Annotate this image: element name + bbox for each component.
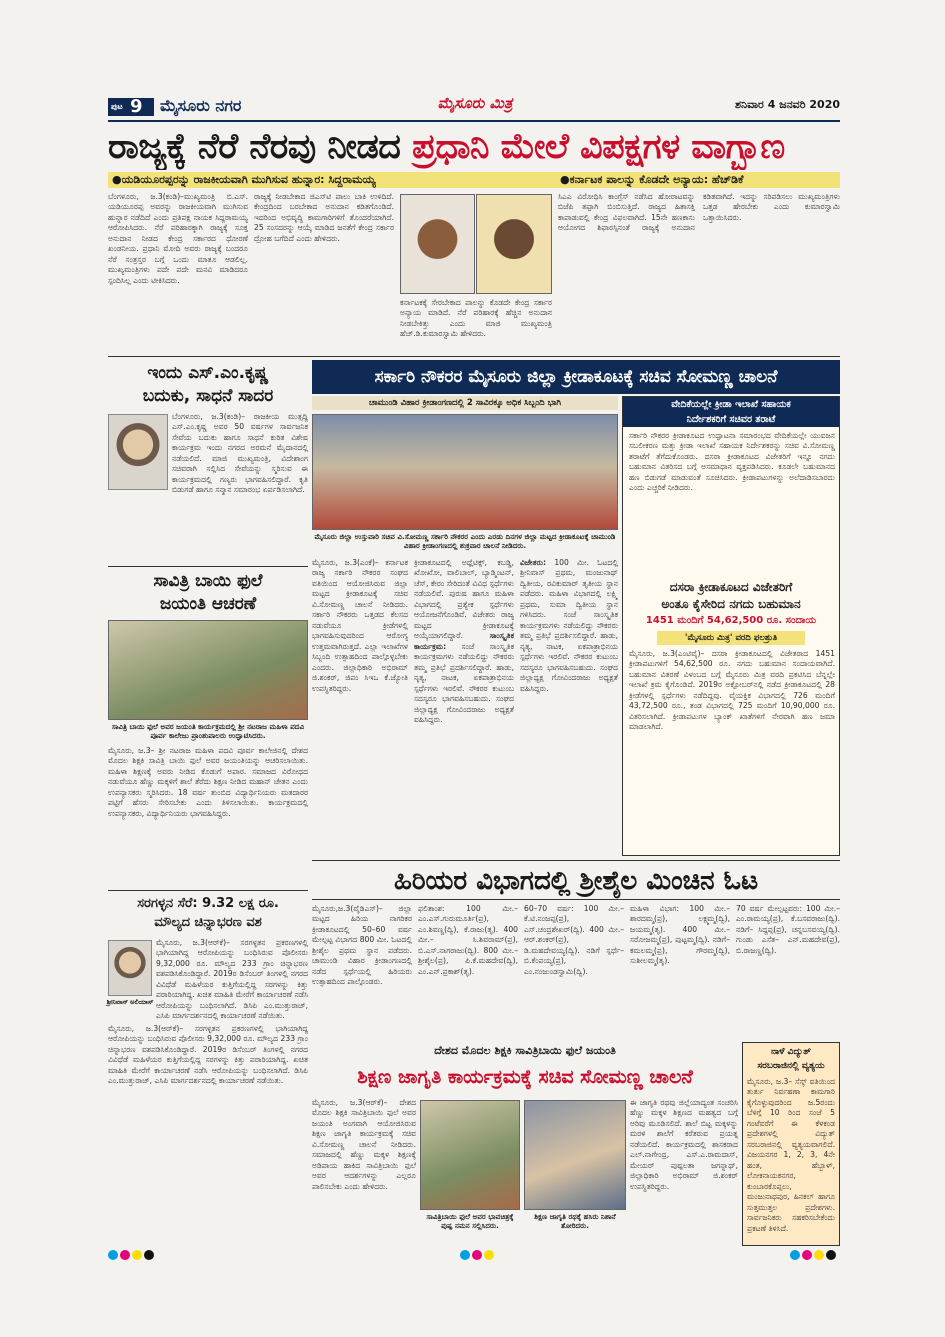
smk-rule [108,566,308,567]
srishaila-col2: ಫಲಿತಾಂಶ: 100 ಮೀ.– ಎಂ.ಎಸ್.ಗುರುಮೂರ್ತಿ(ಪ್ರ), ಎಂ.ಶಿವಣ್ಣ(ದ್ವಿ), ಕೆ.ರಾಜು(ತೃ). 400 ಮೀ.– ಸಿ.ಶಿವರಾಮ್(ಪ್ರ), ಬಿ.ಎಸ್.ನಾಗರಾಜು(ದ್ವಿ). 800 ಮೀ.– ಶ್ರೀಶೈಲ(ಪ್ರ), ಪಿ.ಕೆ.ಮಹದೇವ(ದ್ವಿ), ಎಂ.ಎನ್.ಪ್ರಕಾಶ್(ತೃ). [418,904,518,976]
sports-sub-label: ಸಾಂಸ್ಕೃತಿಕ ಕಾರ್ಯಕ್ರಮ: [414,631,514,651]
sports-body-3-cont: ಸಂಜೆ ಸಾಂಸ್ಕೃತಿಕ ಕಾರ್ಯಕ್ರಮಗಳು ನಡೆಯಲಿದ್ದು ನೌಕರರು ತಮ್ಮ ಪ್ರತಿಭೆ ಪ್ರದರ್ಶಿಸಲಿದ್ದಾರೆ. ಹಾಡು, ನೃತ್ಯ, ನಾಟಕ, ಏಕಪಾತ್ರಾಭಿನಯ ಸ್ಪರ್ಧೆಗಳು ಇರಲಿವೆ. ನೌಕರರ ಕುಟುಂಬ ಸದಸ್ಯರೂ ಭಾಗವಹಿಸಬಹುದು. ಸಂಘದ ಜಿಲ್ಲಾಧ್ಯಕ್ಷ ಗೋವಿಂದರಾಜು ಅಧ್ಯಕ್ಷತೆ ವಹಿಸಿದ್ದರು. [520,610,618,693]
theft-headline [108,894,308,934]
savitri2-headline: ಶಿಕ್ಷಣ ಜಾಗೃತಿ ಕಾರ್ಯಕ್ರಮಕ್ಕೆ ಸಚಿವ ಸೋಮಣ್ಣ ಚಾಲನೆ [357,1066,693,1088]
savitri1-headline-line1: ಸಾವಿತ್ರಿ ಬಾಯಿ ಫುಲೆ [153,571,263,591]
registration-mark [132,1250,142,1260]
registration-mark [790,1250,800,1260]
lead-body-col2: ರಾಜ್ಯಕ್ಕೆ ನೀಡಬೇಕಾದ ಜಿಎಸ್‌ಟಿ ಪಾಲು ಬಾಕಿ ಉಳಿದಿದೆ. ಕೇಂದ್ರದಿಂದ ಬರಬೇಕಾದ ಅನುದಾನ ಕಡಿತಗೊಂಡಿದೆ. ಇದರಿಂದ ಅಭಿವೃದ್ಧಿ ಕಾಮಗಾರಿಗಳಿಗೆ ತೊಂದರೆಯಾಗಿದೆ. 25 ಸಂಸದರನ್ನು ಆಯ್ಕೆ ಮಾಡಿದ ಜನತೆಗೆ ಕೇಂದ್ರ ಸರ್ಕಾರ ದ್ರೋಹ ಬಗೆದಿದೆ ಎಂದು ಹೇಳಿದರು. [254,192,394,243]
lead-headline-red: ಪ್ರಧಾನಿ ಮೇಲೆ ವಿಪಕ್ಷಗಳ ವಾಗ್ಬಾಣ [412,127,785,167]
smk-body: ಬೆಂಗಳೂರು, ಜ.3(ಕಂಡಿ)– ರಾಜಕೀಯ ಮುತ್ಸದ್ದಿ ಎಸ್.ಎಂ.ಕೃಷ್ಣ ಅವರ 50 ವರ್ಷಗಳ ಸಾರ್ವಜನಿಕ ಸೇವೆಯ ಬದುಕು ಹಾಗೂ ಸಾಧನೆ ಕುರಿತ ವಿಶೇಷ ಕಾರ್ಯಕ್ರಮ ಇಂದು ನಗರದ ಅರಮನೆ ಮೈದಾನದಲ್ಲಿ ನಡೆಯಲಿದೆ. ಮಾಜಿ ಮುಖ್ಯಮಂತ್ರಿ, ವಿದೇಶಾಂಗ ಸಚಿವರಾಗಿ ಸಲ್ಲಿಸಿದ ಸೇವೆಯನ್ನು ಸ್ಮರಿಸುವ ಈ ಕಾರ್ಯಕ್ರಮದಲ್ಲಿ ಗಣ್ಯರು ಭಾಗವಹಿಸಲಿದ್ದಾರೆ. ಕೃತಿ ಬಿಡುಗಡೆ ಹಾಗೂ ಸನ್ಮಾನ ಸಮಾರಂಭ ಏರ್ಪಡಿಸಲಾಗಿದೆ. [172,412,308,495]
strap-left: ●ಯಡಿಯೂರಪ್ಪರನ್ನು ರಾಜಕೀಯವಾಗಿ ಮುಗಿಸುವ ಹುನ್ನಾರ: ಸಿದ್ದರಾಮಯ್ಯ [112,173,376,186]
lead-photo-siddaramaiah [400,194,475,294]
savitri1-headline [108,570,308,618]
theft-accused-photo [108,940,152,996]
smk-portrait [108,414,168,490]
lead-headline [108,124,840,170]
savitri1-caption: ಸಾವಿತ್ರಿ ಬಾಯಿ ಫುಲೆ ಅವರ ಜಯಂತಿ ಕಾರ್ಯಕ್ರಮದಲ್ಲಿ ಶ್ರೀ ನಟರಾಜ ಮಹಿಳಾ ಪದವಿ ಪೂರ್ವ ಕಾಲೇಜು ಪ್ರಾಂಶುಪಾಲರು ಉದ್ಘಾಟಿಸಿದರು. [111,722,305,741]
theft-photo-caption: ಶ್ರೀನಿವಾಸ್ ಅಲಿಯಾಸ್ [106,998,154,1006]
theft-body: ಮೈಸೂರು, ಜ.3(ಆರ್‌ಕೆ)– ಸರಗಳ್ಳತನ ಪ್ರಕರಣಗಳಲ್ಲಿ ಭಾಗಿಯಾಗಿದ್ದ ಆರೋಪಿಯನ್ನು ಬಂಧಿಸಿರುವ ಪೊಲೀಸರು 9,32,000 ರೂ. ಮೌಲ್ಯದ 233 ಗ್ರಾಂ ಚಿನ್ನಾಭರಣ ವಶಪಡಿಸಿಕೊಂಡಿದ್ದಾರೆ. 2019ರ ಡಿಸೆಂಬರ್ ತಿಂಗಳಲ್ಲಿ ನಗರದ ವಿವಿಧೆಡೆ ಮಹಿಳೆಯರ ಕುತ್ತಿಗೆಯಲ್ಲಿದ್ದ ಸರಗಳನ್ನು ಕಿತ್ತು ಪರಾರಿಯಾಗಿದ್ದ. ಖಚಿತ ಮಾಹಿತಿ ಮೇರೆಗೆ ಕಾರ್ಯಾಚರಣೆ ನಡೆಸಿ ಆರೋಪಿಯನ್ನು ಬಂಧಿಸಲಾಗಿದೆ. ಡಿಸಿಪಿ ಎಂ.ಮುತ್ತುರಾಜ್, ಎಸಿಪಿ ಮಾರ್ಗದರ್ಶನದಲ್ಲಿ ಕಾರ್ಯಾಚರಣೆ ನಡೆಯಿತು. [156,938,308,1021]
srishaila-col5: 70 ವರ್ಷ ಮೇಲ್ಪಟ್ಟವರು: 100 ಮೀ.– ಎಂ.ರಾಮಯ್ಯ(ಪ್ರ), ಕೆ.ಬಸವರಾಜು(ದ್ವಿ). ನಡಿಗೆ– ಸಿದ್ದಪ್ಪ(ಪ್ರ), ಚನ್ನಬಸವಯ್ಯ(ದ್ವಿ). ಗುಂಡು ಎಸೆತ– ಎನ್.ಮಹದೇವ(ಪ್ರ), ಬಿ.ರಾಜಣ್ಣ(ದ್ವಿ). [736,904,840,955]
header-divider [108,120,840,122]
lead-photo-caption: ಕರ್ನಾಟಕಕ್ಕೆ ಸೇರಬೇಕಾದ ಪಾಲನ್ನು ಕೊಡದೇ ಕೇಂದ್ರ ಸರ್ಕಾರ ಅನ್ಯಾಯ ಮಾಡಿದೆ. ನೆರೆ ಪರಿಹಾರಕ್ಕೆ ಹೆಚ್ಚಿನ ಅನುದಾನ ನೀಡಬೇಕಿತ್ತು ಎಂದು ಮಾಜಿ ಮುಖ್ಯಮಂತ್ರಿ ಹೆಚ್.ಡಿ.ಕುಮಾರಸ್ವಾಮಿ ಹೇಳಿದರು. [400,298,552,339]
srishaila-col4: ಮಹಿಳಾ ವಿಭಾಗ: 100 ಮೀ.– ಶಾರದಮ್ಮ(ಪ್ರ), ಲಕ್ಷ್ಮಮ್ಮ(ದ್ವಿ), ಜಯಮ್ಮ(ತೃ). 400 ಮೀ.– ಸರೋಜಮ್ಮ(ಪ್ರ), ಪುಟ್ಟಮ್ಮ(ದ್ವಿ). ನಡಿಗೆ– ಕಮಲಮ್ಮ(ಪ್ರ), ಗೌರಮ್ಮ(ದ್ವಿ), ಸುಶೀಲಮ್ಮ(ತೃ). [630,904,730,966]
savitri2-photo-1 [420,1100,520,1210]
masthead-logo: ಮೈಸೂರು ಮಿತ್ರ [437,94,513,112]
smk-headline-line2: ಬದುಕು, ಸಾಧನೆ ಸಾದರ [142,386,274,406]
lead-body-col1: ಬೆಂಗಳೂರು, ಜ.3(ಕಂಡಿ)–ಮುಖ್ಯಮಂತ್ರಿ ಬಿ.ಎಸ್. ಯಡಿಯೂರಪ್ಪ ಅವರನ್ನು ರಾಜಕೀಯವಾಗಿ ಮುಗಿಸುವ ಹುನ್ನಾರ ನಡೆದಿದೆ ಎಂದು ಪ್ರತಿಪಕ್ಷ ನಾಯಕ ಸಿದ್ದರಾಮಯ್ಯ ಆರೋಪಿಸಿದರು. ನೆರೆ ಪರಿಹಾರಕ್ಕಾಗಿ ರಾಜ್ಯಕ್ಕೆ ಸೂಕ್ತ ಅನುದಾನ ನೀಡದ ಕೇಂದ್ರ ಸರ್ಕಾರದ ಧೋರಣೆ ಖಂಡನೀಯ. ಪ್ರಧಾನಿ ಮೋದಿ ಅವರು ರಾಜ್ಯಕ್ಕೆ ಬಂದರೂ ನೆರೆ ಸಂತ್ರಸ್ತರ ಬಗ್ಗೆ ಒಂದು ಮಾತೂ ಆಡಲಿಲ್ಲ. ಮುಖ್ಯಮಂತ್ರಿಗಳು ಪದೇ ಪದೇ ಮನವಿ ಮಾಡಿದರೂ ಸ್ಪಂದಿಸಿಲ್ಲ ಎಂದು ಟೀಕಿಸಿದರು. [108,192,248,285]
srishaila-col1: ಮೈಸೂರು,ಜ.3(ವೈಡಿಎಸ್)– ಜಿಲ್ಲಾ ಮಟ್ಟದ ಹಿರಿಯ ನಾಗರಿಕರ ಕ್ರೀಡಾಕೂಟದಲ್ಲಿ 50–60 ವರ್ಷ ಮೇಲ್ಪಟ್ಟ ವಿಭಾಗದ 800 ಮೀ. ಓಟದಲ್ಲಿ ಶ್ರೀಶೈಲ ಪ್ರಥಮ ಸ್ಥಾನ ಪಡೆದರು. ಚಾಮುಂಡಿ ವಿಹಾರ ಕ್ರೀಡಾಂಗಣದಲ್ಲಿ ನಡೆದ ಸ್ಪರ್ಧೆಯಲ್ಲಿ ಹಿರಿಯರು ಉತ್ಸಾಹದಿಂದ ಪಾಲ್ಗೊಂಡರು. [312,904,412,987]
dasara-title-line2: ನಿರ್ದೇಶಕರಿಗೆ ಸಚಿವರ ತರಾಟೆ [686,414,776,425]
registration-mark [144,1250,154,1260]
smk-headline-line1: ಇಂದು ಎಸ್.ಎಂ.ಕೃಷ್ಣ [147,363,269,383]
registration-mark [472,1250,482,1260]
sports-body-4: 100 ಮೀ. ಓಟದಲ್ಲಿ ಶ್ರೀನಿವಾಸ್ ಪ್ರಥಮ, ಮಂಜುನಾಥ್ ದ್ವಿತೀಯ, ರವಿಕುಮಾರ್ ತೃತೀಯ ಸ್ಥಾನ ಪಡೆದರು. ಮಹಿಳಾ ವಿಭಾಗದಲ್ಲಿ ಲಕ್ಷ್ಮಿ ಪ್ರಥಮ, ಸುಮಾ ದ್ವಿತೀಯ ಸ್ಥಾನ ಗಳಿಸಿದರು. [520,558,618,620]
srishaila-headline: ಹಿರಿಯರ ವಿಭಾಗದಲ್ಲಿ ಶ್ರೀಶೈಲ ಮಿಂಚಿನ ಓಟ [312,860,840,900]
page-label: ಪುಟ [111,102,123,111]
sports-main-photo [312,414,618,530]
sports-body-col2 [414,558,514,854]
theft-headline-line1: ಸರಗಳ್ಳನ ಸೆರೆ: 9.32 ಲಕ್ಷ ರೂ. [137,896,279,911]
power-title-line1: ನಾಳೆ ವಿದ್ಯುತ್ [771,1047,811,1057]
power-box [742,1042,840,1246]
page-number-box [108,98,154,116]
savitri1-headline-line2: ಜಯಂತಿ ಆಚರಣೆ [159,594,257,614]
savitri2-body-2: ಈ ಜಾಗೃತಿ ರಥವು ಜಿಲ್ಲೆಯಾದ್ಯಂತ ಸಂಚರಿಸಿ ಹೆಣ್ಣು ಮಕ್ಕಳ ಶಿಕ್ಷಣದ ಮಹತ್ವದ ಬಗ್ಗೆ ಅರಿವು ಮೂಡಿಸಲಿದೆ. ಶಾಲೆ ಬಿಟ್ಟ ಮಕ್ಕಳನ್ನು ಮರಳಿ ಶಾಲೆಗೆ ಕರೆತರುವ ಪ್ರಯತ್ನ ನಡೆಯಲಿದೆ. ಕಾರ್ಯಕ್ರಮದಲ್ಲಿ ಶಾಸಕರಾದ ಎಲ್.ನಾಗೇಂದ್ರ, ಎಸ್.ಎ.ರಾಮದಾಸ್, ಮೇಯರ್ ಪುಷ್ಪಲತಾ ಜಗನ್ನಾಥ್, ಜಿಲ್ಲಾಧಿಕಾರಿ ಅಭಿರಾಮ್ ಜಿ.ಶಂಕರ್ ಉಪಸ್ಥಿತರಿದ್ದರು. [630,1098,738,1191]
page-date: ಶನಿವಾರ 4 ಜನವರಿ 2020 [734,98,840,111]
savitri1-rule [108,890,308,891]
sports-sub-label-2: ವಿಜೇತರು: [520,558,546,567]
sports-photo-caption: ಮೈಸೂರು ಜಿಲ್ಲಾ ಉಸ್ತುವಾರಿ ಸಚಿವ ವಿ.ಸೋಮಣ್ಣ ಸರ್ಕಾರಿ ನೌಕರರ ಎಂದು ಎರಡು ದಿನಗಳ ಜಿಲ್ಲಾ ಮಟ್ಟದ ಕ್ರೀಡಾಕೂಟಕ್ಕೆ ಚಾಮುಂಡಿ ವಿಹಾರ ಕ್ರೀಡಾಂಗಣದಲ್ಲಿ ಶುಕ್ರವಾರ ಚಾಲನೆ ನೀಡಿದರು. [314,532,616,551]
lead-bottom-rule [108,356,840,357]
savitri2-photo-2 [524,1100,626,1210]
savitri2-kicker: ದೇಶದ ಮೊದಲ ಶಿಕ್ಷಕಿ ಸಾವಿತ್ರಿಬಾಯಿ ಫುಲೆ ಜಯಂತಿ [434,1044,616,1057]
sports-subhead: ಚಾಮುಂಡಿ ವಿಹಾರ ಕ್ರೀಡಾಂಗಣದಲ್ಲಿ 2 ಸಾವಿರಕ್ಕೂ ಅಧಿಕ ಸಿಬ್ಬಂದಿ ಭಾಗಿ [312,396,618,410]
page-number: 9 [130,98,143,116]
dasara-head [623,579,839,613]
strap-right: ●ಕರ್ನಾಟಕ ಪಾಲನ್ನು ಕೊಡದೇ ಅನ್ಯಾಯ: ಹೆಚ್‌ಡಿಕೆ [560,173,744,186]
savitri1-photo [108,620,308,720]
sports-headline: ಸರ್ಕಾರಿ ನೌಕರರ ಮೈಸೂರು ಜಿಲ್ಲಾ ಕ್ರೀಡಾಕೂಟಕ್ಕೆ ಸಚಿವ ಸೋಮಣ್ಣ ಚಾಲನೆ [312,360,840,394]
sports-body-col3 [520,558,618,854]
dasara-head-line1: ದಸರಾ ಕ್ರೀಡಾಕೂಟದ ವಿಜೇತರಿಗೆ [669,580,793,594]
dasara-title [623,397,839,427]
power-title-line2: ಸರಬರಾಜಿನಲ್ಲಿ ವ್ಯತ್ಯಯ [757,1061,825,1071]
sports-body-3: ಸಂಜೆ ಸಾಂಸ್ಕೃತಿಕ ಕಾರ್ಯಕ್ರಮಗಳು ನಡೆಯಲಿದ್ದು ನೌಕರರು ತಮ್ಮ ಪ್ರತಿಭೆ ಪ್ರದರ್ಶಿಸಲಿದ್ದಾರೆ. ಹಾಡು, ನೃತ್ಯ, ನಾಟಕ, ಏಕಪಾತ್ರಾಭಿನಯ ಸ್ಪರ್ಧೆಗಳು ಇರಲಿವೆ. ನೌಕರರ ಕುಟುಂಬ ಸದಸ್ಯರೂ ಭಾಗವಹಿಸಬಹುದು. ಸಂಘದ ಜಿಲ್ಲಾಧ್ಯಕ್ಷ ಗೋವಿಂದರಾಜು ಅಧ್ಯಕ್ಷತೆ ವಹಿಸಿದ್ದರು. [414,641,514,725]
registration-mark [460,1250,470,1260]
theft-body-cont [108,1024,308,1160]
registration-mark [826,1250,836,1260]
lead-strap [108,172,840,188]
savitri2-caption-2: ಶಿಕ್ಷಣ ಜಾಗೃತಿ ರಥಕ್ಕೆ ಹಸಿರು ನಿಶಾನೆ ತೋರಿದರು. [534,1212,616,1231]
dasara-box [622,396,840,856]
smk-headline [108,362,308,410]
lead-headline-black: ರಾಜ್ಯಕ್ಕೆ ನೆರೆ ನೆರವು ನೀಡದ [108,127,401,167]
dasara-head-line2: ಅಂತೂ ಕೈಸೇರಿದ ನಗದು ಬಹುಮಾನ [661,597,801,611]
savitri2-caption-1: ಸಾವಿತ್ರಿಬಾಯಿ ಫುಲೆ ಅವರ ಭಾವಚಿತ್ರಕ್ಕೆ ಪುಷ್ಪ ನಮನ ಸಲ್ಲಿಸಿದರು. [426,1212,514,1231]
theft-body-continued: ಮೈಸೂರು, ಜ.3(ಆರ್‌ಕೆ)– ಸರಗಳ್ಳತನ ಪ್ರಕರಣಗಳಲ್ಲಿ ಭಾಗಿಯಾಗಿದ್ದ ಆರೋಪಿಯನ್ನು ಬಂಧಿಸಿರುವ ಪೊಲೀಸರು 9,32,000 ರೂ. ಮೌಲ್ಯದ 233 ಗ್ರಾಂ ಚಿನ್ನಾಭರಣ ವಶಪಡಿಸಿಕೊಂಡಿದ್ದಾರೆ. 2019ರ ಡಿಸೆಂಬರ್ ತಿಂಗಳಲ್ಲಿ ನಗರದ ವಿವಿಧೆಡೆ ಮಹಿಳೆಯರ ಕುತ್ತಿಗೆಯಲ್ಲಿದ್ದ ಸರಗಳನ್ನು ಕಿತ್ತು ಪರಾರಿಯಾಗಿದ್ದ. ಖಚಿತ ಮಾಹಿತಿ ಮೇರೆಗೆ ಕಾರ್ಯಾಚರಣೆ ನಡೆಸಿ ಆರೋಪಿಯನ್ನು ಬಂಧಿಸಲಾಗಿದೆ. ಡಿಸಿಪಿ ಎಂ.ಮುತ್ತುರಾಜ್, ಎಸಿಪಿ ಮಾರ್ಗದರ್ಶನದಲ್ಲಿ ಕಾರ್ಯಾಚರಣೆ ನಡೆಯಿತು. [108,1024,308,1086]
section-name: ಮೈಸೂರು ನಗರ [160,96,242,115]
dasara-title-line1: ವೇದಿಕೆಯಲ್ಲೇ ಕ್ರೀಡಾ ಇಲಾಖೆ ಸಹಾಯಕ [671,399,791,410]
power-title [743,1045,839,1075]
srishaila-col3: 60–70 ವರ್ಷ: 100 ಮೀ.– ಕೆ.ಟಿ.ನಂಜಪ್ಪ(ಪ್ರ), ಎಸ್.ಚಂದ್ರಶೇಖರ್(ದ್ವಿ). 400 ಮೀ.– ಆರ್.ಶಂಕರ್(ಪ್ರ), ಡಿ.ಮಹದೇವಯ್ಯ(ದ್ವಿ). ನಡಿಗೆ ಸ್ಪರ್ಧೆ– ಬಿ.ಕೆಂಪಯ್ಯ(ಪ್ರ), ಎಂ.ನಂಜುಂಡಸ್ವಾಮಿ(ದ್ವಿ). [524,904,624,976]
registration-mark [802,1250,812,1260]
savitri1-body: ಮೈಸೂರು, ಜ.3– ಶ್ರೀ ನಟರಾಜ ಮಹಿಳಾ ಪದವಿ ಪೂರ್ವ ಕಾಲೇಜಿನಲ್ಲಿ ದೇಶದ ಮೊದಲ ಶಿಕ್ಷಕಿ ಸಾವಿತ್ರಿ ಬಾಯಿ ಫುಲೆ ಅವರ ಜಯಂತಿಯನ್ನು ಆಚರಿಸಲಾಯಿತು. ಮಹಿಳಾ ಶಿಕ್ಷಣಕ್ಕೆ ಅವರು ನೀಡಿದ ಕೊಡುಗೆ ಅಪಾರ. ಸಮಾಜದ ವಿರೋಧದ ನಡುವೆಯೂ ಹೆಣ್ಣು ಮಕ್ಕಳಿಗೆ ಶಾಲೆ ತೆರೆದು ಶಿಕ್ಷಣ ನೀಡಿದ ಮಹಾನ್ ಚೇತನ ಎಂದು ಉಪನ್ಯಾಸಕರು ಸ್ಮರಿಸಿದರು. 18 ವರ್ಷ ತುಂಬಿದ ವಿದ್ಯಾರ್ಥಿನಿಯರು ಮತದಾರರ ಪಟ್ಟಿಗೆ ಹೆಸರು ಸೇರಿಸಬೇಕು ಎಂದು ತಿಳಿಸಲಾಯಿತು. ಕಾರ್ಯಕ್ರಮದಲ್ಲಿ ಉಪನ್ಯಾಸಕರು, ವಿದ್ಯಾರ್ಥಿನಿಯರು ಭಾಗವಹಿಸಿದ್ದರು. [108,746,308,818]
dasara-impact: 'ಮೈಸೂರು ಮಿತ್ರ' ವರದಿ ಫಲಶ್ರುತಿ [657,631,805,645]
power-body: ಮೈಸೂರು, ಜ.3– ಸೆಸ್ಕ್ ವತಿಯಿಂದ ತುರ್ತು ನಿರ್ವಹಣಾ ಕಾಮಗಾರಿ ಕೈಗೊಳ್ಳುವುದರಿಂದ ಜ.5ರಂದು ಬೆಳಿಗ್ಗೆ 10 ರಿಂದ ಸಂಜೆ 5 ಗಂಟೆವರೆಗೆ ಈ ಕೆಳಕಂಡ ಪ್ರದೇಶಗಳಲ್ಲಿ ವಿದ್ಯುತ್ ಸರಬರಾಜಿನಲ್ಲಿ ವ್ಯತ್ಯಯವಾಗಲಿದೆ. ವಿಜಯನಗರ 1, 2, 3, 4ನೇ ಹಂತ, ಹೆಬ್ಬಾಳ್, ಲೋಕನಾಯಕನಗರ, ಕುಂಬಾರಕೊಪ್ಪಲು, ಮಂಜುನಾಥಪುರ, ಹಿನಕಲ್ ಹಾಗೂ ಸುತ್ತಮುತ್ತಲ ಪ್ರದೇಶಗಳು. ಸಾರ್ವಜನಿಕರು ಸಹಕರಿಸಬೇಕೆಂದು ಪ್ರಕಟಣೆ ತಿಳಿಸಿದೆ. [747,1077,835,1233]
dasara-body-2: ಮೈಸೂರು, ಜ.3(ಎಂಟಿವೈ)– ದಸರಾ ಕ್ರೀಡಾಕೂಟದಲ್ಲಿ ವಿಜೇತರಾದ 1451 ಕ್ರೀಡಾಪಟುಗಳಿಗೆ 54,62,500 ರೂ. ನಗದು ಬಹುಮಾನ ಸಂದಾಯವಾಗಿದೆ. ಬಹುಮಾನ ವಿತರಣೆ ವಿಳಂಬದ ಬಗ್ಗೆ ಮೈಸೂರು ಮಿತ್ರ ವರದಿ ಪ್ರಕಟಿಸಿದ ಬೆನ್ನಲ್ಲೇ ಇಲಾಖೆ ಕ್ರಮ ಕೈಗೊಂಡಿದೆ. 2019ರ ಅಕ್ಟೋಬರ್‌ನಲ್ಲಿ ನಡೆದ ಕ್ರೀಡಾಕೂಟದಲ್ಲಿ 28 ಕ್ರೀಡೆಗಳಲ್ಲಿ ಸ್ಪರ್ಧೆಗಳು ನಡೆದಿದ್ದವು. ವೈಯಕ್ತಿಕ ವಿಭಾಗದಲ್ಲಿ 726 ಮಂದಿಗೆ 43,72,500 ರೂ., ತಂಡ ವಿಭಾಗದಲ್ಲಿ 725 ಮಂದಿಗೆ 10,90,000 ರೂ. ವಿತರಿಸಲಾಗಿದೆ. ಕ್ರೀಡಾಪಟುಗಳ ಬ್ಯಾಂಕ್ ಖಾತೆಗಳಿಗೆ ನೇರವಾಗಿ ಹಣ ಜಮಾ ಮಾಡಲಾಗಿದೆ. [629,649,835,732]
registration-mark [814,1250,824,1260]
lead-photo-hdk [476,194,552,294]
theft-headline-line2: ಮೌಲ್ಯದ ಚಿನ್ನಾಭರಣ ವಶ [154,915,262,930]
lead-body-col3: ಸಿಎಎ ವಿರೋಧಿಸಿ ಕಾಂಗ್ರೆಸ್ ನಡೆಸಿದ ಹೋರಾಟವನ್ನು ಬಿಜೆಪಿ ತಪ್ಪಾಗಿ ಬಿಂಬಿಸುತ್ತಿದೆ. ರಾಜ್ಯದ ಹಿತಾಸಕ್ತಿ ಕಾಪಾಡುವಲ್ಲಿ ಕೇಂದ್ರ ವಿಫಲವಾಗಿದೆ. 15ನೇ ಹಣಕಾಸು ಆಯೋಗದ ಶಿಫಾರಸ್ಸಿನಂತೆ ರಾಜ್ಯಕ್ಕೆ ಅನುದಾನ ಕಡಿತವಾಗಿದೆ. ಇದನ್ನು ಸರಿಪಡಿಸಲು ಮುಖ್ಯಮಂತ್ರಿಗಳು ಒತ್ತಡ ಹೇರಬೇಕು ಎಂದು ಕುಮಾರಸ್ವಾಮಿ ಒತ್ತಾಯಿಸಿದರು. [558,192,840,233]
registration-mark [120,1250,130,1260]
registration-mark [484,1250,494,1260]
dasara-amount: 1451 ಮಂದಿಗೆ 54,62,500 ರೂ. ಸಂದಾಯ [645,615,817,626]
registration-mark [108,1250,118,1260]
sports-body-2: ಕ್ರೀಡಾಕೂಟದಲ್ಲಿ ಅಥ್ಲೆಟಿಕ್ಸ್, ಕಬಡ್ಡಿ, ಖೋಖೋ, ವಾಲಿಬಾಲ್, ಬ್ಯಾಡ್ಮಿಂಟನ್, ಚೆಸ್, ಕೇರಂ ಸೇರಿದಂತೆ ವಿವಿಧ ಸ್ಪರ್ಧೆಗಳು ನಡೆಯಲಿವೆ. ಪುರುಷ ಹಾಗೂ ಮಹಿಳಾ ವಿಭಾಗದಲ್ಲಿ ಪ್ರತ್ಯೇಕ ಸ್ಪರ್ಧೆಗಳು ಆಯೋಜನೆಗೊಂಡಿವೆ. ವಿಜೇತರು ರಾಜ್ಯ ಮಟ್ಟದ ಕ್ರೀಡಾಕೂಟಕ್ಕೆ ಆಯ್ಕೆಯಾಗಲಿದ್ದಾರೆ. [414,558,514,641]
savitri2-body-1: ಮೈಸೂರು, ಜ.3(ಆರ್‌ಕೆ)– ದೇಶದ ಮೊದಲ ಶಿಕ್ಷಕಿ ಸಾವಿತ್ರಿಬಾಯಿ ಫುಲೆ ಅವರ ಜಯಂತಿ ಅಂಗವಾಗಿ ಆಯೋಜಿಸಿರುವ ಶಿಕ್ಷಣ ಜಾಗೃತಿ ಕಾರ್ಯಕ್ರಮಕ್ಕೆ ಸಚಿವ ವಿ.ಸೋಮಣ್ಣ ಚಾಲನೆ ನೀಡಿದರು. ಸಮಾಜದಲ್ಲಿ ಹೆಣ್ಣು ಮಕ್ಕಳ ಶಿಕ್ಷಣಕ್ಕೆ ಅಡಿಪಾಯ ಹಾಕಿದ ಸಾವಿತ್ರಿಬಾಯಿ ಫುಲೆ ಅವರ ಆದರ್ಶಗಳನ್ನು ಎಲ್ಲರೂ ಪಾಲಿಸಬೇಕು ಎಂದು ಹೇಳಿದರು. [312,1098,416,1191]
sports-body-col1: ಮೈಸೂರು, ಜ.3(ಎಂಕೆ)– ಕರ್ನಾಟಕ ರಾಜ್ಯ ಸರ್ಕಾರಿ ನೌಕರರ ಸಂಘದ ವತಿಯಿಂದ ಆಯೋಜಿಸಿರುವ ಜಿಲ್ಲಾ ಮಟ್ಟದ ಕ್ರೀಡಾಕೂಟಕ್ಕೆ ಸಚಿವ ವಿ.ಸೋಮಣ್ಣ ಚಾಲನೆ ನೀಡಿದರು. ಸರ್ಕಾರಿ ನೌಕರರು ಒತ್ತಡದ ಕೆಲಸದ ನಡುವೆಯೂ ಕ್ರೀಡೆಗಳಲ್ಲಿ ಭಾಗವಹಿಸುವುದರಿಂದ ಆರೋಗ್ಯ ಉತ್ತಮವಾಗಿರುತ್ತದೆ. ಎಲ್ಲಾ ಇಲಾಖೆಗಳ ಸಿಬ್ಬಂದಿ ಉತ್ಸಾಹದಿಂದ ಪಾಲ್ಗೊಳ್ಳಬೇಕು ಎಂದರು. ಜಿಲ್ಲಾಧಿಕಾರಿ ಅಭಿರಾಮ್ ಜಿ.ಶಂಕರ್, ಜಿಪಂ ಸಿಇಒ ಕೆ.ಜ್ಯೋತಿ ಉಪಸ್ಥಿತರಿದ್ದರು. [312,558,408,693]
dasara-body-1: ಸರ್ಕಾರಿ ನೌಕರರ ಕ್ರೀಡಾಕೂಟದ ಉದ್ಘಾಟನಾ ಸಮಾರಂಭದ ವೇದಿಕೆಯಲ್ಲೇ ಯುವಜನ ಸಬಲೀಕರಣ ಮತ್ತು ಕ್ರೀಡಾ ಇಲಾಖೆ ಸಹಾಯಕ ನಿರ್ದೇಶಕರನ್ನು ಸಚಿವ ವಿ.ಸೋಮಣ್ಣ ತರಾಟೆಗೆ ತೆಗೆದುಕೊಂಡರು. ದಸರಾ ಕ್ರೀಡಾಕೂಟದ ವಿಜೇತರಿಗೆ ಇನ್ನೂ ನಗದು ಬಹುಮಾನ ವಿತರಿಸದ ಬಗ್ಗೆ ಅಸಮಾಧಾನ ವ್ಯಕ್ತಪಡಿಸಿದರು. ಕೂಡಲೇ ಬಹುಮಾನದ ಹಣ ಬಿಡುಗಡೆ ಮಾಡುವಂತೆ ಸೂಚಿಸಿದರು. ಕ್ರೀಡಾಪಟುಗಳನ್ನು ಅಲೆದಾಡಿಸಬಾರದು ಎಂದು ಎಚ್ಚರಿಕೆ ನೀಡಿದರು. [629,431,835,493]
